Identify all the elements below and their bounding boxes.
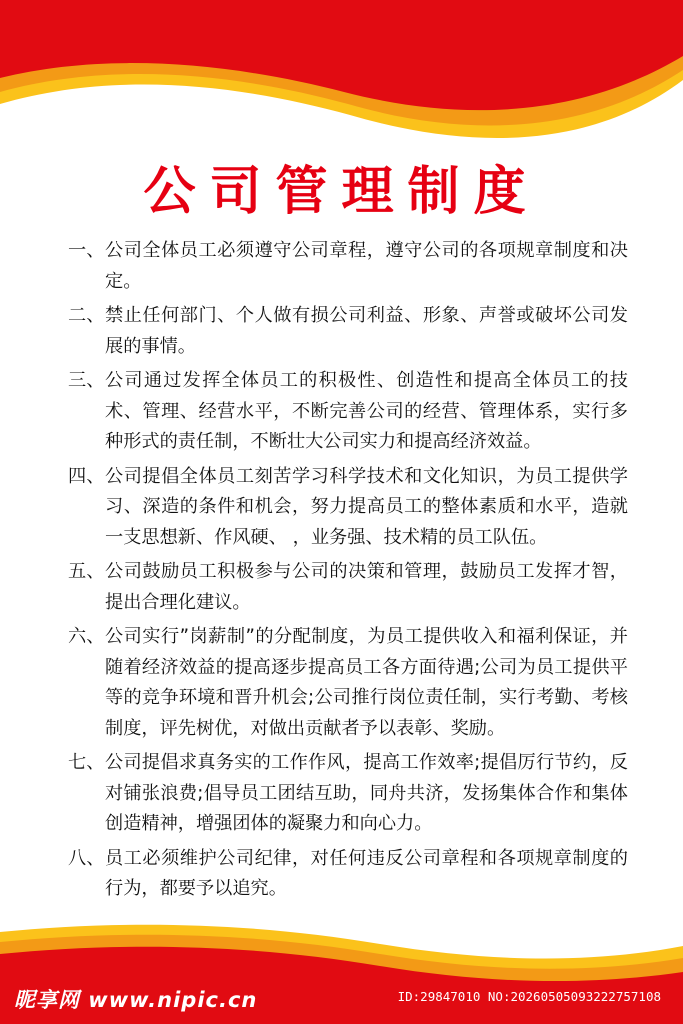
rule-item <box>68 236 628 297</box>
rule-text: 禁止任何部门、个人做有损公司利益、形象、声誉或破坏公司发展的事情。 <box>105 305 628 357</box>
rule-text: 公司鼓励员工积极参与公司的决策和管理，鼓励员工发挥才智，提出合理化建议。 <box>105 561 628 613</box>
rule-text: 公司提倡全体员工刻苦学习科学技术和文化知识，为员工提供学习、深造的条件和机会，努力提高员工的整体素质和水平，造就一支思想新、作风硬、 ，业务强、技术精的员工队伍。 <box>105 465 628 548</box>
rule-item <box>68 462 628 554</box>
rule-text: 公司全体员工必须遵守公司章程，遵守公司的各项规章制度和决定。 <box>105 240 628 292</box>
rule-item <box>68 622 628 744</box>
rule-item <box>68 557 628 618</box>
rule-number: 八、 <box>68 847 105 869</box>
page-title: 公司管理制度 <box>143 162 540 222</box>
rule-number: 四、 <box>68 465 105 487</box>
top-decorative-wave <box>0 0 683 150</box>
rule-number: 五、 <box>68 561 105 582</box>
rules-list <box>68 236 628 909</box>
rule-item <box>68 301 628 362</box>
rule-number: 一、 <box>68 240 105 261</box>
rule-text: 公司实行”岗薪制”的分配制度，为员工提供收入和福利保证，并随着经济效益的提高逐步提高员工各方面待遇;公司为员工提供平等的竞争环境和晋升机会;公司推行岗位责任制，实行考勤、考核制度，评先树优，对做出贡献者予以表彰、奖励。 <box>105 626 628 739</box>
rule-number: 七、 <box>68 752 105 773</box>
rule-item <box>68 366 628 458</box>
rule-text: 员工必须维护公司纪律，对任何违反公司章程和各项规章制度的行为，都要予以追究。 <box>105 847 628 899</box>
watermark-logo: 昵享网 www.nipic.cn <box>14 988 258 1012</box>
rule-text: 公司提倡求真务实的工作作风，提高工作效率;提倡厉行节约，反对铺张浪费;倡导员工团结互助，同舟共济，发扬集体合作和集体创造精神，增强团体的凝聚力和向心力。 <box>105 752 628 834</box>
rule-number: 六、 <box>68 626 105 647</box>
rule-item <box>68 844 628 905</box>
rule-number: 三、 <box>68 370 105 391</box>
rule-item <box>68 748 628 840</box>
rule-number: 二、 <box>68 305 105 326</box>
watermark-id: ID:29847010 NO:20260505093222757108 <box>397 989 661 1004</box>
rule-text: 公司通过发挥全体员工的积极性、创造性和提高全体员工的技术、管理、经营水平，不断完善公司的经营、管理体系，实行多种形式的责任制，不断壮大公司实力和提高经济效益。 <box>105 370 628 452</box>
